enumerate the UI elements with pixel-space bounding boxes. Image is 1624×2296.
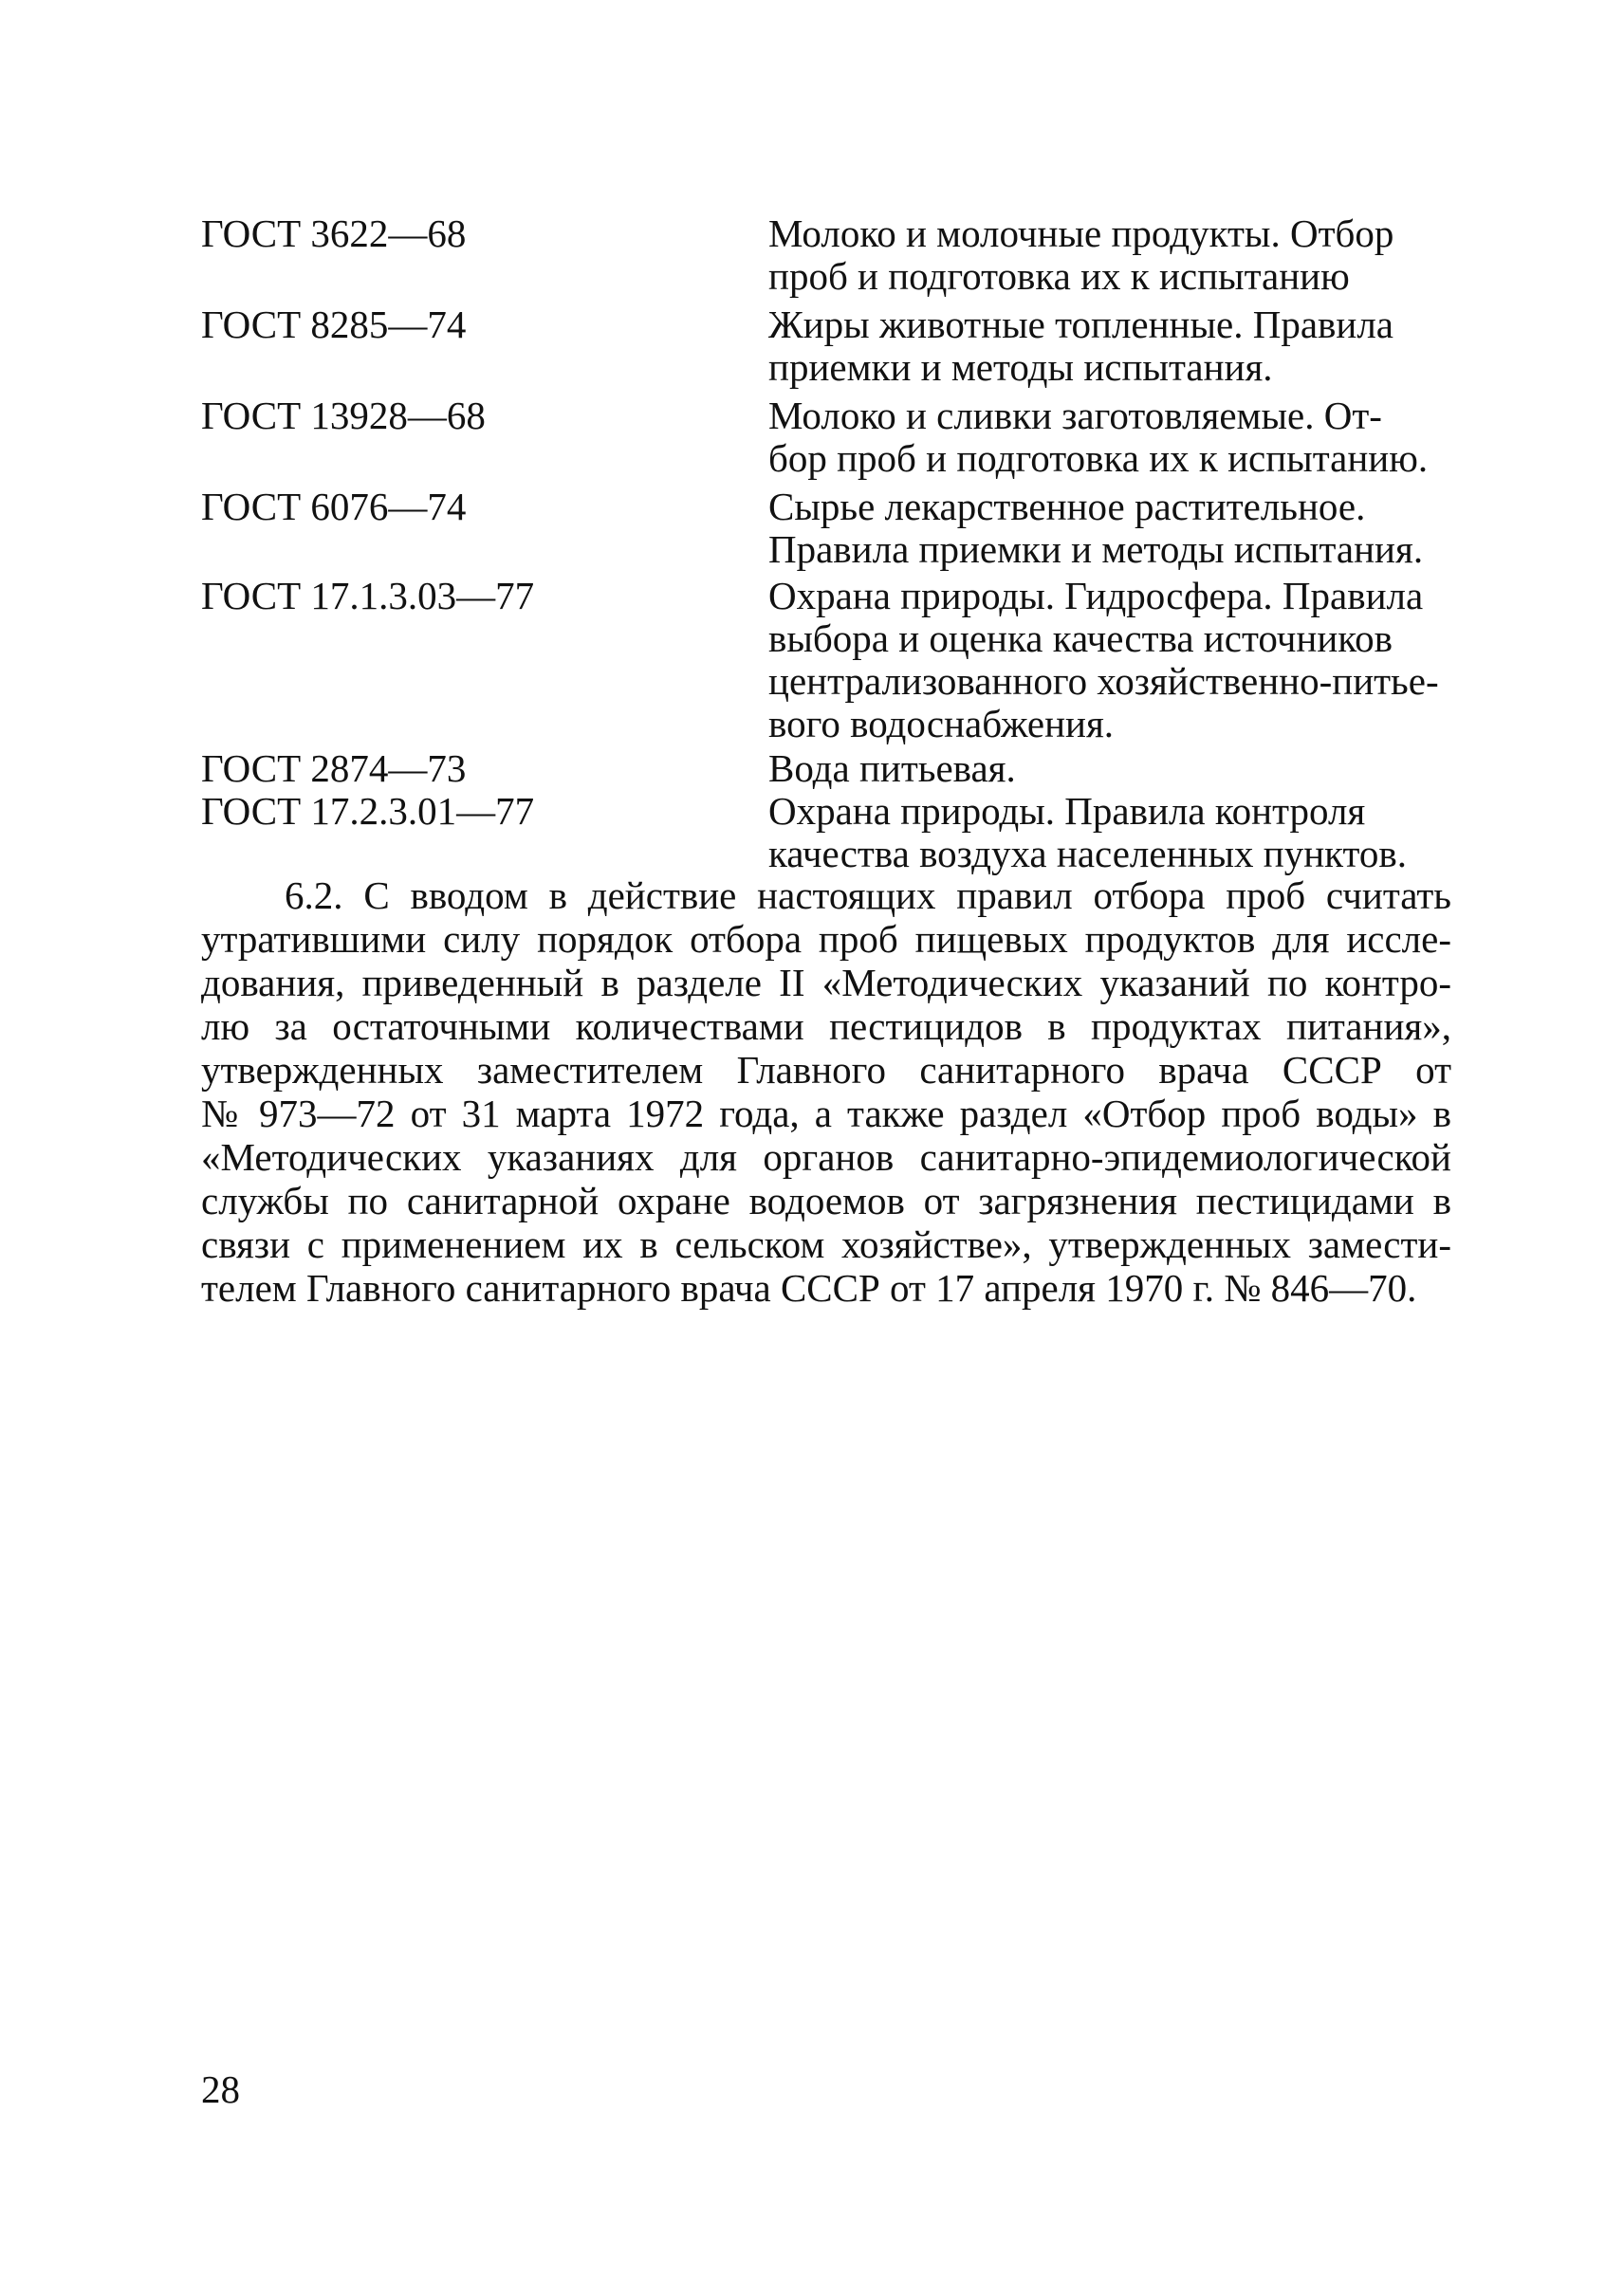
reference-title-line: вого водоснабжения. — [768, 702, 1115, 745]
reference-item — [201, 212, 1444, 298]
paragraph-line: утратившими силу порядок отбора проб пищевых продуктов для иссле- — [201, 917, 1451, 961]
reference-title — [768, 395, 1444, 480]
reference-code: ГОСТ 17.2.3.01—77 — [201, 789, 535, 833]
references-list — [201, 212, 1444, 875]
paragraph-line: утвержденных заместителем Главного санитарного врача СССР от — [201, 1048, 1451, 1092]
reference-title-line: выбора и оценка качества источников — [768, 616, 1393, 660]
paragraph-line: связи с применением их в сельском хозяйстве», утвержденных замести- — [201, 1222, 1451, 1266]
reference-title — [768, 790, 1444, 875]
reference-code: ГОСТ 8285—74 — [201, 303, 467, 346]
reference-item — [201, 303, 1444, 389]
reference-title-line: Охрана природы. Гидросфера. Правила — [768, 574, 1424, 617]
section-paragraph — [201, 873, 1451, 1310]
reference-title — [768, 303, 1444, 389]
reference-title-line: Жиры животные топленные. Правила — [768, 303, 1394, 346]
reference-item — [201, 790, 1444, 875]
reference-code: ГОСТ 6076—74 — [201, 485, 467, 528]
reference-title-line: Охрана природы. Правила контроля — [768, 789, 1366, 833]
reference-title — [768, 486, 1444, 571]
reference-title-line: бор проб и подготовка их к испытанию. — [768, 436, 1429, 480]
reference-title-line: приемки и методы испытания. — [768, 345, 1273, 389]
reference-title-line: проб и подготовка их к испытанию — [768, 254, 1350, 298]
reference-title — [768, 747, 1444, 790]
paragraph-line: 6.2. С вводом в действие настоящих правил отбора проб считать — [285, 873, 1451, 917]
page-number: 28 — [201, 2067, 240, 2111]
reference-title-line: Молоко и молочные продукты. Отбор — [768, 211, 1394, 255]
reference-title-line: качества воздуха населенных пунктов. — [768, 832, 1407, 875]
paragraph-line: телем Главного санитарного врача СССР от 17 апреля 1970 г. № 846—70. — [201, 1266, 1417, 1310]
paragraph-line: «Методических указаниях для органов санитарно-эпидемиологической — [201, 1135, 1451, 1179]
reference-code: ГОСТ 3622—68 — [201, 211, 467, 255]
reference-title-line: Вода питьевая. — [768, 746, 1016, 790]
paragraph-line: № 973—72 от 31 марта 1972 года, а также раздел «Отбор проб воды» в — [201, 1092, 1451, 1135]
reference-title-line: Правила приемки и методы испытания. — [768, 527, 1424, 571]
reference-title-line: Молоко и сливки заготовляемые. От- — [768, 394, 1382, 437]
reference-item — [201, 486, 1444, 571]
reference-item — [201, 575, 1444, 745]
reference-code: ГОСТ 17.1.3.03—77 — [201, 574, 535, 617]
reference-item — [201, 747, 1444, 790]
reference-title-line: централизованного хозяйственно-питье- — [768, 659, 1439, 703]
reference-title-line: Сырье лекарственное растительное. — [768, 485, 1366, 528]
paragraph-line: лю за остаточными количествами пестицидов в продуктах питания», — [201, 1004, 1451, 1048]
reference-item — [201, 395, 1444, 480]
paragraph-line: дования, приведенный в разделе II «Методических указаний по контро- — [201, 961, 1451, 1004]
reference-code: ГОСТ 13928—68 — [201, 394, 486, 437]
paragraph-line: службы по санитарной охране водоемов от загрязнения пестицидами в — [201, 1179, 1451, 1222]
reference-title — [768, 575, 1444, 745]
reference-title — [768, 212, 1444, 298]
reference-code: ГОСТ 2874—73 — [201, 746, 467, 790]
